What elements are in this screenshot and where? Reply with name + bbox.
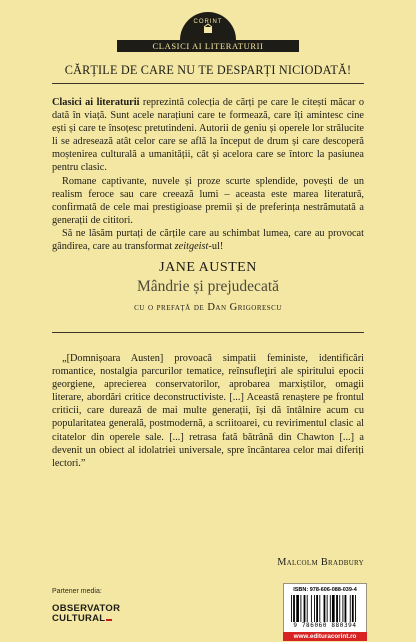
publisher-logo xyxy=(0,10,416,56)
book-preface-credit: cu o prefață de Dan Grigorescu xyxy=(134,302,282,313)
partner-logo-line-1: OBSERVATOR xyxy=(52,603,121,614)
blurb-paragraph-3 xyxy=(52,227,364,253)
cover-headline: CĂRȚILE DE CARE NU TE DESPARȚI NICIODATĂ! xyxy=(64,63,352,77)
collection-blurb xyxy=(52,96,364,253)
blurb-p3-end: -ul! xyxy=(208,241,224,253)
blurb-p3-start: Să ne lăsăm purtați de cărțile care au schimbat lumea, care au provocat gândirea, care au transformat xyxy=(52,227,364,253)
media-partner-logo xyxy=(52,604,120,624)
blurb-paragraph-2: Romane captivante, nuvele și proze scurte splendide, povești de un realism feroce sau care creează lumi – aceasta este marea literatură, confirmată de cele mai prestigioase premii și de preferința nestrămutată a generații de cititori. xyxy=(52,175,364,226)
barcode-icon xyxy=(290,595,360,622)
blurb-p1-text: reprezintă colecția de cărți pe care le citești măcar o dată în viață. Sunt acele narațiuni care te formează, care îți amintesc cine ești și care te însoțesc pretutindeni. Autorii de geniu și operele lor strălucite li se adresează atât celor care se află la început de drum și care descoperă moștenirea culturală a umanității, cât și acelora care se întorc la pasiunea pentru clasic. xyxy=(52,97,364,174)
barcode-digits: 9 786060 880394 xyxy=(293,622,357,629)
blurb-paragraph-1 xyxy=(52,96,364,175)
collection-name: Clasici ai literaturii xyxy=(52,97,140,108)
isbn-label: ISBN: 978-606-088-039-4 xyxy=(293,587,357,593)
partner-logo-accent xyxy=(106,619,112,621)
book-author: JANE AUSTEN xyxy=(159,260,257,275)
blurb-p3-italic: zeitgeist xyxy=(174,241,209,253)
collection-band: CLASICI AI LITERATURII xyxy=(117,40,299,52)
quote-text: „[Domnișoara Austen] provoacă simpatii feministe, identificări romantice, nostalgia parcurilor tematice, reînsufleţiri ale spiritului epocii georgiene, aprecierea conservatorilor, aprobarea marxiștilor, omagii literare, abordări critice deconstructiviste. [...] Această renaștere pe frontul criticii, care durează de mai multe generații, își dă întâlnire acum cu popularitatea generală, postmodernă, a scriitoarei, cu revirimentul clasic al citatelor din operele sale. [...] retrasa fată bătrână din Chawton [...] a devenit un obiect al idolatriei universale, spre încântarea celor mai diferiți lectori.” xyxy=(52,353,364,469)
publisher-emblem-icon xyxy=(174,10,242,40)
partner-logo-line-2 xyxy=(52,614,120,624)
partner-logo-line-2-text: CULTURAL xyxy=(52,613,106,624)
publisher-website: www.edituracorint.ro xyxy=(283,632,367,641)
publisher-brand: CORINT xyxy=(193,19,223,25)
book-title: Mândrie și prejudecată xyxy=(136,278,280,295)
quote-attribution: Malcolm Bradbury xyxy=(277,557,364,568)
middle-divider xyxy=(52,332,364,333)
isbn-barcode-box xyxy=(283,583,367,633)
media-partner-label: Partener media: xyxy=(52,588,102,595)
top-divider xyxy=(52,83,364,84)
critic-quote xyxy=(52,352,364,470)
